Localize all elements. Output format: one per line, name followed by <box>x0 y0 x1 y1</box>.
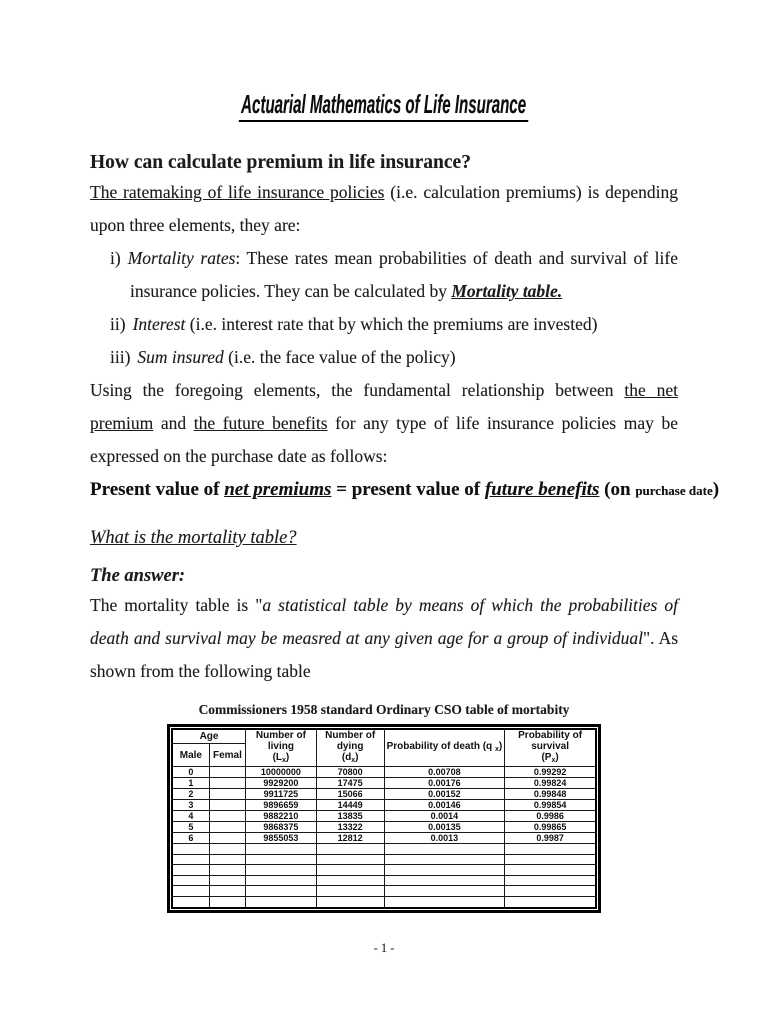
table-cell: 0.99865 <box>505 822 596 833</box>
definition-text-1: The mortality table is " <box>90 595 263 615</box>
table-row <box>172 822 596 833</box>
table-cell <box>316 844 384 855</box>
table-row <box>172 896 596 907</box>
table-cell: 0.0014 <box>384 811 505 822</box>
mortality-table <box>171 728 597 909</box>
table-row <box>172 789 596 800</box>
table-cell <box>209 789 245 800</box>
col-header-dying <box>316 729 384 767</box>
table-cell: 15066 <box>316 789 384 800</box>
table-cell <box>246 854 317 865</box>
col-header-male: Male <box>172 744 209 767</box>
table-cell: 0 <box>172 767 209 778</box>
table-cell <box>172 865 209 876</box>
table-cell <box>172 844 209 855</box>
table-cell: 17475 <box>316 778 384 789</box>
future-benefits-underlined: the future benefits <box>193 413 328 433</box>
table-cell: 0.99848 <box>505 789 596 800</box>
question-text: What is the mortality table? <box>90 528 297 548</box>
table-cell: 2 <box>172 789 209 800</box>
table-cell <box>505 865 596 876</box>
table-cell <box>209 822 245 833</box>
death-close: ) <box>498 741 503 752</box>
intro-rest-text: (i.e. calculation premiums) is depending upon three elements, they are: <box>90 182 678 235</box>
table-cell: 0.00176 <box>384 778 505 789</box>
table-cell: 9911725 <box>246 789 317 800</box>
table-cell <box>316 896 384 907</box>
header-row-top <box>172 729 596 744</box>
table-row <box>172 800 596 811</box>
table-cell <box>505 875 596 886</box>
table-cell: 10000000 <box>246 767 317 778</box>
table-cell: 13322 <box>316 822 384 833</box>
table-cell <box>209 811 245 822</box>
death-subscript: x <box>494 746 499 753</box>
table-cell <box>209 833 245 844</box>
table-cell: 12812 <box>316 833 384 844</box>
table-cell: 9855053 <box>246 833 317 844</box>
table-cell <box>209 767 245 778</box>
table-cell <box>172 896 209 907</box>
death-label: Probability of death (q <box>386 741 495 752</box>
table-cell <box>505 844 596 855</box>
table-cell <box>505 886 596 897</box>
dying-close: ) <box>355 752 359 763</box>
document-title: Actuarial Mathematics of Life Insurance <box>239 90 529 122</box>
list-marker-i: i) <box>110 248 121 268</box>
survival-label: Probability of survival <box>518 730 583 752</box>
table-row <box>172 865 596 876</box>
table-cell <box>172 854 209 865</box>
table-row <box>172 844 596 855</box>
definition-text-2: ". <box>642 628 659 648</box>
table-cell <box>384 865 505 876</box>
formula-future-benefits: future benefits <box>484 479 600 500</box>
table-cell <box>316 865 384 876</box>
formula-text-1: Present value of <box>90 479 225 500</box>
survival-close: ) <box>555 752 559 763</box>
table-body <box>172 767 596 908</box>
dying-subscript: x <box>351 757 356 764</box>
table-caption: Commissioners 1958 standard Ordinary CSO table of mortabity <box>198 702 570 717</box>
table-cell <box>246 896 317 907</box>
table-cell: 70800 <box>316 767 384 778</box>
list-term-interest: Interest <box>132 314 186 334</box>
list-text-sum-insured: (i.e. the face value of the policy) <box>223 347 456 367</box>
table-cell <box>384 886 505 897</box>
table-cell <box>246 865 317 876</box>
table-cell: 5 <box>172 822 209 833</box>
page-number: - 1 - <box>373 941 395 955</box>
table-cell <box>246 886 317 897</box>
table-cell <box>384 844 505 855</box>
table-cell: 0.9987 <box>505 833 596 844</box>
table-cell <box>384 875 505 886</box>
premium-formula <box>90 473 720 507</box>
mortality-table-frame <box>167 724 601 913</box>
list-item-sum-insured <box>90 341 678 374</box>
intro-paragraph <box>90 176 678 242</box>
intro-underlined-text: The ratemaking of life insurance policies <box>90 182 385 202</box>
table-cell: 0.0013 <box>384 833 505 844</box>
formula-text-3: (on <box>599 479 636 500</box>
table-cell <box>209 865 245 876</box>
definition-quote: a statistical table by means of which the probabilities of death and survival may be measred at any given age for a group of individual <box>90 595 679 648</box>
title-block <box>90 0 678 122</box>
definition-text-3: As shown from the following table <box>90 628 679 681</box>
survival-subscript: x <box>551 757 556 764</box>
relationship-text-3: for any type of life insurance policies may be expressed on the purchase date as follows: <box>90 413 678 466</box>
table-cell <box>172 875 209 886</box>
list-marker-iii: iii) <box>110 347 131 367</box>
col-header-female: Femal <box>209 744 245 767</box>
survival-symbol: (P <box>541 752 552 763</box>
living-close: ) <box>285 752 290 763</box>
table-cell: 4 <box>172 811 209 822</box>
table-cell: 0.99854 <box>505 800 596 811</box>
table-cell <box>505 854 596 865</box>
definition-paragraph <box>90 589 678 688</box>
dying-symbol: (d <box>341 752 352 763</box>
section-heading: How can calculate premium in life insurance? <box>90 152 471 173</box>
table-cell <box>172 886 209 897</box>
col-header-death-probability <box>384 729 505 767</box>
table-row <box>172 886 596 897</box>
table-cell: 0.00152 <box>384 789 505 800</box>
formula-net-premiums: net premiums <box>224 479 332 500</box>
list-item-mortality-rates <box>90 242 678 308</box>
living-subscript: x <box>282 757 286 764</box>
table-cell <box>209 886 245 897</box>
table-cell: 0.00146 <box>384 800 505 811</box>
table-row <box>172 767 596 778</box>
table-row <box>172 875 596 886</box>
table-row <box>172 833 596 844</box>
table-cell <box>246 844 317 855</box>
mortality-table-emphasis: Mortality table. <box>451 281 563 301</box>
table-cell: 9929200 <box>246 778 317 789</box>
table-cell <box>246 875 317 886</box>
formula-text-2: = present value of <box>331 479 485 500</box>
table-cell <box>209 896 245 907</box>
table-cell <box>316 886 384 897</box>
table-cell: 0.99292 <box>505 767 596 778</box>
table-cell <box>209 844 245 855</box>
table-cell: 6 <box>172 833 209 844</box>
table-cell: 0.00135 <box>384 822 505 833</box>
list-term-mortality-rates: Mortality rates <box>127 248 236 268</box>
table-cell: 1 <box>172 778 209 789</box>
list-term-sum-insured: Sum insured <box>137 347 224 367</box>
table-cell <box>316 854 384 865</box>
table-cell: 9868375 <box>246 822 317 833</box>
dying-label: Number of dying <box>325 730 376 752</box>
table-cell: 0.9986 <box>505 811 596 822</box>
table-cell <box>384 896 505 907</box>
table-cell <box>209 854 245 865</box>
col-header-living <box>246 729 317 767</box>
table-cell: 13835 <box>316 811 384 822</box>
table-cell: 9896659 <box>246 800 317 811</box>
formula-purchase-date: purchase date <box>635 483 713 498</box>
col-header-survival-probability <box>505 729 596 767</box>
relationship-paragraph <box>90 374 678 473</box>
table-cell: 9882210 <box>246 811 317 822</box>
net-premium-underlined: the net premium <box>90 380 678 433</box>
table-cell <box>209 800 245 811</box>
table-cell: 0.00708 <box>384 767 505 778</box>
list-item-interest <box>90 308 678 341</box>
table-cell: 3 <box>172 800 209 811</box>
table-cell <box>316 875 384 886</box>
mortality-table-question <box>90 525 678 551</box>
table-cell <box>209 778 245 789</box>
living-label: Number of living <box>255 730 306 752</box>
living-symbol: (L <box>272 752 283 763</box>
table-cell: 0.99824 <box>505 778 596 789</box>
table-cell <box>384 854 505 865</box>
table-row <box>172 811 596 822</box>
table-cell <box>505 896 596 907</box>
table-cell <box>209 875 245 886</box>
list-text-interest: (i.e. interest rate that by which the premiums are invested) <box>185 314 598 334</box>
list-marker-ii: ii) <box>110 314 126 334</box>
table-row <box>172 854 596 865</box>
answer-label: The answer: <box>90 566 186 586</box>
relationship-text-2: and <box>153 413 194 433</box>
table-row <box>172 778 596 789</box>
col-header-age: Age <box>172 729 246 744</box>
relationship-text-1: Using the foregoing elements, the fundamental relationship between <box>90 380 625 400</box>
table-cell: 14449 <box>316 800 384 811</box>
list-text-mortality-rates: : These rates mean probabilities of death and survival of life insurance policies. They can be calculated by <box>130 248 678 301</box>
formula-text-4: ) <box>712 479 720 500</box>
